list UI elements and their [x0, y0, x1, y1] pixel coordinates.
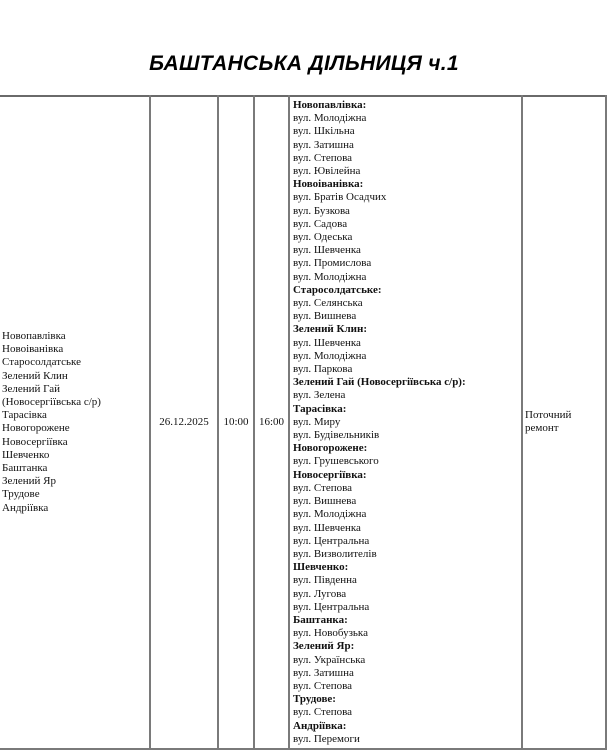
settlement-name: Новоіванівка	[2, 343, 64, 356]
settlement-name: Старосолдатське	[2, 356, 82, 369]
settlement-heading: Новопавлівка:	[293, 99, 367, 111]
street-item: вул. Центральна	[293, 600, 370, 613]
street-item: вул. Грушевського	[293, 455, 379, 468]
street-item: вул. Братів Осадчих	[293, 191, 387, 204]
outage-schedule-table	[0, 95, 607, 750]
settlement-name: Тарасівка	[2, 409, 47, 422]
street-item: вул. Степова	[293, 679, 353, 692]
settlement-name: Новогорожене	[2, 422, 70, 435]
street-item: вул. Південна	[293, 574, 357, 587]
settlement-heading: Тарасівка:	[293, 402, 347, 415]
street-item: вул. Миру	[293, 415, 341, 428]
work-type-cell: Поточний ремонт	[522, 96, 606, 749]
street-item: вул. Шевченка	[293, 521, 361, 534]
page-title: БАШТАНСЬКА ДІЛЬНИЦЯ ч.1	[149, 52, 459, 75]
settlement-name: Зелений Яр	[2, 475, 57, 488]
street-item: вул. Селянська	[293, 297, 363, 310]
start-time-cell: 10:00	[218, 96, 254, 749]
streets-cell	[289, 96, 522, 749]
settlement-name: Новопавлівка	[2, 330, 66, 343]
street-item: вул. Перемоги	[293, 732, 360, 745]
settlement-heading: Зелений Гай (Новосергіївська с/р):	[293, 376, 466, 389]
end-time-cell: 16:00	[254, 96, 289, 749]
settlement-name: Новосергіївка	[2, 435, 68, 448]
street-item: вул. Вишнева	[293, 495, 357, 508]
settlement-heading: Новоіванівка:	[293, 178, 364, 191]
street-item: вул. Молодіжна	[293, 112, 367, 125]
street-item: вул. Затишна	[293, 138, 354, 151]
settlement-name: (Новосергіївська с/р)	[2, 396, 101, 409]
settlement-heading: Зелений Яр:	[293, 640, 355, 653]
settlement-heading: Андріївка:	[293, 719, 347, 732]
settlement-name: Шевченко	[2, 448, 50, 461]
street-item: вул. Степова	[293, 151, 353, 164]
settlement-name: Андріївка	[2, 501, 49, 514]
settlement-name: Трудове	[2, 488, 40, 501]
settlement-heading: Новогорожене:	[293, 442, 368, 455]
street-item: вул. Бузкова	[293, 204, 350, 217]
street-item: вул. Шкільна	[293, 125, 355, 138]
settlement-heading: Новосергіївка:	[293, 468, 367, 481]
street-item: вул. Молодіжна	[293, 349, 367, 362]
street-item: вул. Степова	[293, 481, 353, 494]
settlement-name: Баштанка	[2, 462, 48, 475]
street-item: вул. Молодіжна	[293, 508, 367, 521]
table-row	[0, 96, 606, 749]
date-cell: 26.12.2025	[150, 96, 218, 749]
street-item: вул. Одеська	[293, 231, 353, 244]
street-item: вул. Лугова	[293, 587, 347, 600]
street-item: вул. Садова	[293, 217, 348, 230]
settlement-name: Зелений Клин	[2, 369, 68, 382]
street-item: вул. Ювілейна	[293, 165, 361, 178]
street-item: вул. Молодіжна	[293, 270, 367, 283]
settlement-heading: Старосолдатське:	[293, 283, 382, 296]
street-item: вул. Промислова	[293, 257, 372, 270]
street-item: вул. Зелена	[293, 389, 346, 402]
settlement-name: Зелений Гай	[2, 382, 61, 395]
street-item: вул. Шевченка	[293, 336, 361, 349]
street-item: вул. Паркова	[293, 363, 353, 376]
settlement-heading: Баштанка:	[293, 613, 348, 626]
settlements-cell	[0, 96, 150, 749]
settlement-heading: Трудове:	[293, 693, 336, 706]
settlement-heading: Зелений Клин:	[293, 323, 367, 336]
street-item: вул. Визволителів	[293, 547, 377, 560]
street-item: вул. Вишнева	[293, 310, 357, 323]
street-item: вул. Центральна	[293, 534, 370, 547]
street-item: вул. Затишна	[293, 666, 354, 679]
street-item: вул. Шевченка	[293, 244, 361, 257]
street-item: вул. Новобузька	[293, 627, 368, 640]
street-item: вул. Будівельників	[293, 429, 380, 442]
street-item: вул. Степова	[293, 706, 353, 719]
settlement-heading: Шевченко:	[293, 561, 349, 574]
street-item: вул. Українська	[293, 653, 366, 666]
